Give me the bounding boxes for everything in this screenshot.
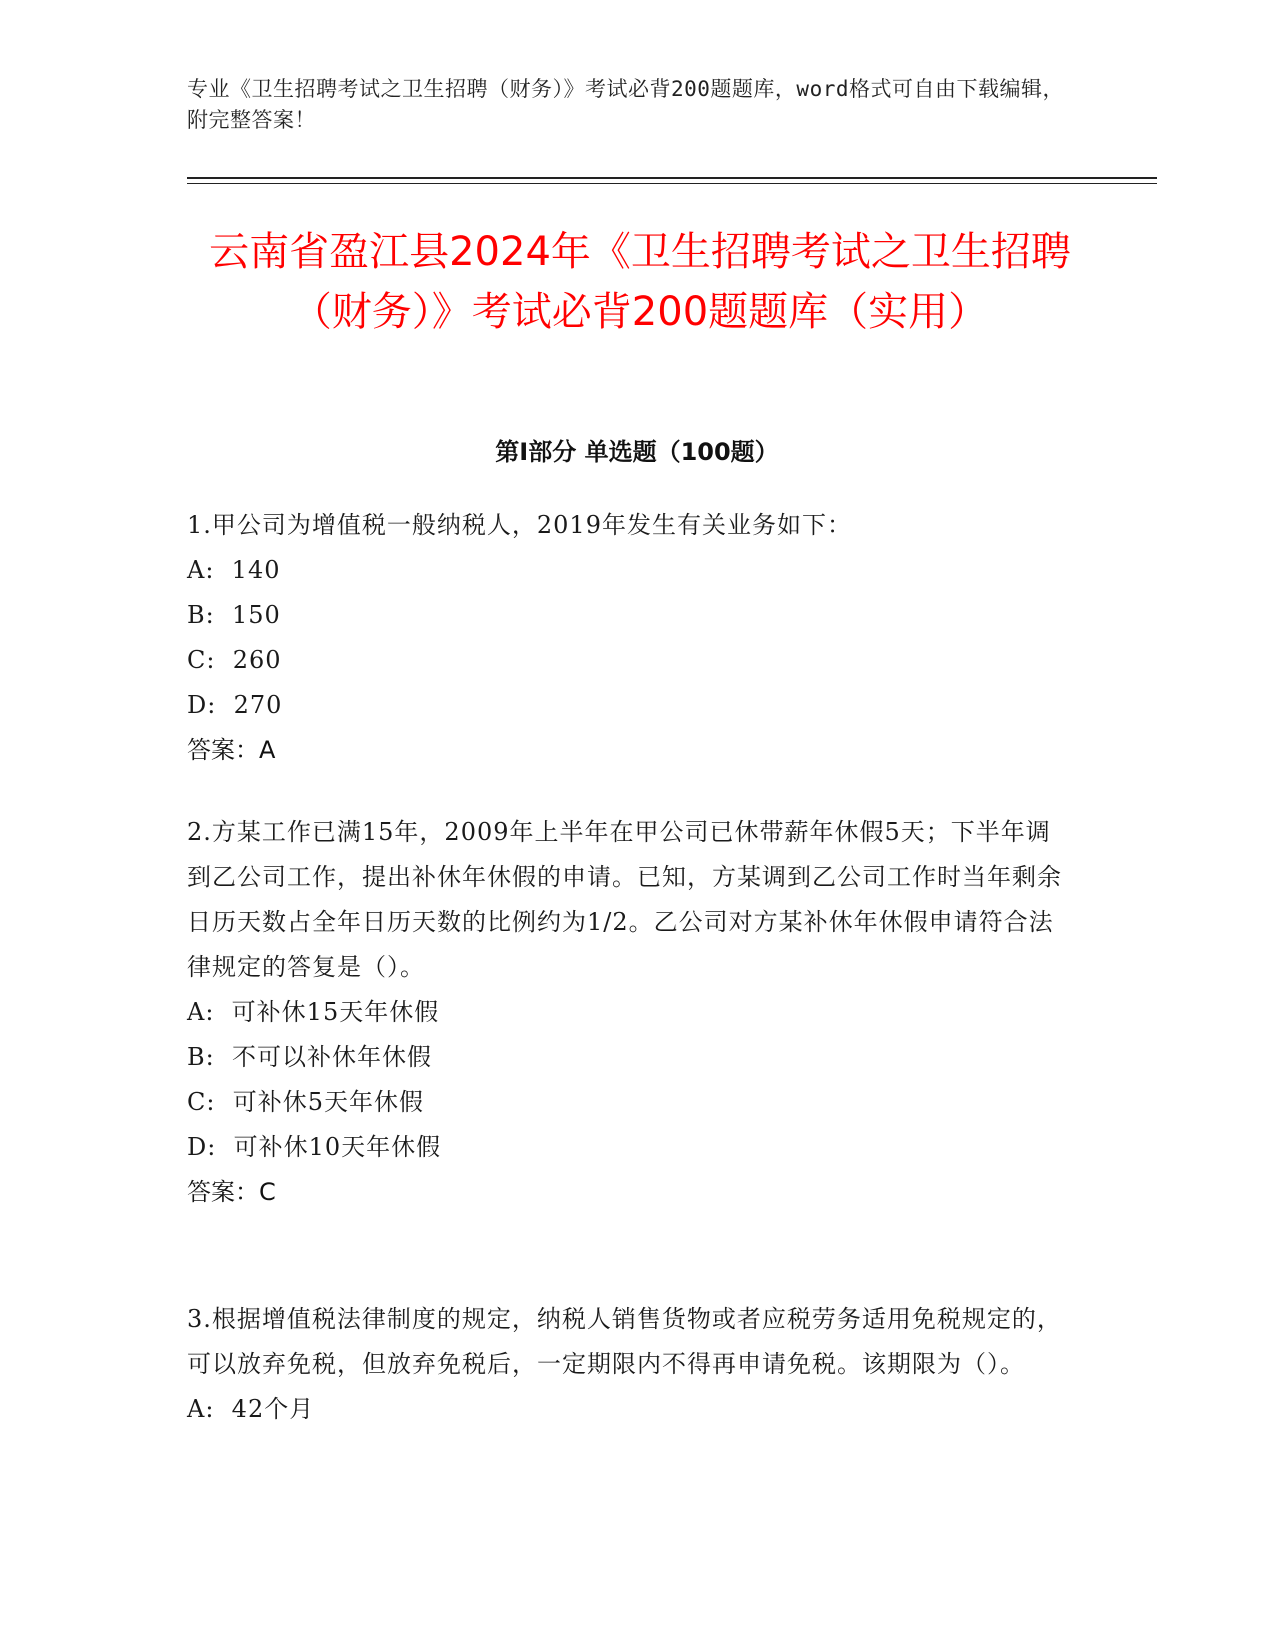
option-c: C: 可补休5天年休假	[187, 1088, 424, 1116]
option-a: A: 42个月	[187, 1395, 315, 1423]
header-divider-thin	[187, 183, 1157, 184]
option-c: C: 260	[187, 646, 282, 674]
header-divider-thick	[187, 177, 1157, 179]
question-stem: 1.甲公司为增值税一般纳税人，2019年发生有关业务如下：	[187, 511, 852, 539]
question-1	[187, 503, 1087, 773]
option-b: B: 150	[187, 601, 281, 629]
option-a: A: 140	[187, 556, 281, 584]
question-3	[187, 1297, 1067, 1432]
option-b: B: 不可以补休年休假	[187, 1043, 432, 1071]
option-d: D: 可补休10天年休假	[187, 1133, 442, 1161]
question-stem: 3.根据增值税法律制度的规定，纳税人销售货物或者应税劳务适用免税规定的，可以放弃免税，但放弃免税后，一定期限内不得再申请免税。该期限为（）。	[187, 1305, 1062, 1378]
question-2	[187, 810, 1067, 1215]
option-a: A: 可补休15天年休假	[187, 998, 440, 1026]
option-d: D: 270	[187, 691, 283, 719]
question-stem: 2.方某工作已满15年，2009年上半年在甲公司已休带薪年休假5天；下半年调到乙公司工作，提出补休年休假的申请。已知，方某调到乙公司工作时当年剩余日历天数占全年日历天数的比例约为1/2。乙公司对方某补休年休假申请符合法律规定的答复是（）。	[187, 818, 1062, 981]
document-title: 云南省盈江县2024年《卫生招聘考试之卫生招聘（财务）》考试必背200题题库（实用）	[209, 229, 1071, 335]
answer-label: 答案：C	[187, 1178, 276, 1206]
section-title: 第Ⅰ部分 单选题（100题）	[495, 438, 779, 466]
header-note: 专业《卫生招聘考试之卫生招聘（财务）》考试必背200题题库，word格式可自由下载编辑，附完整答案！	[187, 77, 1064, 132]
answer-label: 答案：A	[187, 736, 276, 764]
